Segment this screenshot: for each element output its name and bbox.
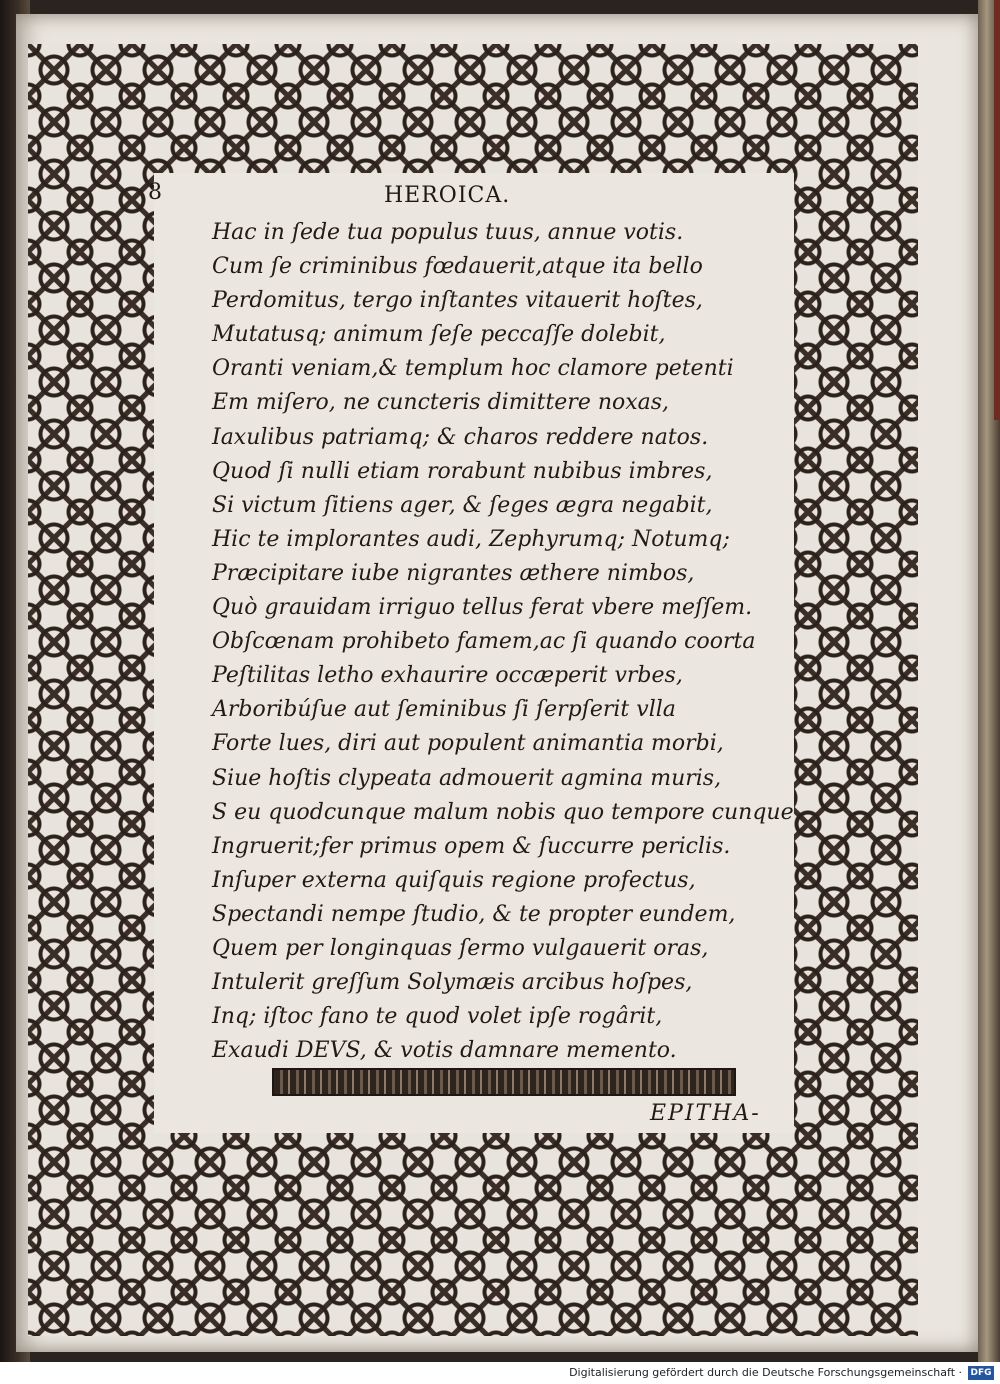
verse-line: Si victum ſitiens ager, & ſeges ægra negabit, bbox=[212, 492, 713, 518]
verse-line: Forte lues, diri aut populent animantia morbi, bbox=[212, 731, 724, 757]
verse-line: Obſcœnam prohibeto famem,ac ſi quando coorta bbox=[212, 629, 756, 655]
verse-line: Iaxulibus patriamq; & charos reddere natos. bbox=[212, 424, 709, 450]
verse-line: Quò grauidam irriguo tellus ferat vbere meſſem. bbox=[212, 595, 753, 621]
verse-line: Quem per longinquas ſermo vulgauerit oras, bbox=[212, 935, 709, 961]
verse-line: Arboribúſue aut ſeminibus ſi ſerpſerit vlla bbox=[212, 697, 676, 723]
verse-line: Siue hoſtis clypeata admouerit agmina muris, bbox=[212, 765, 722, 791]
funding-credit: Digitalisierung gefördert durch die Deutsche Forschungsgemeinschaft · bbox=[569, 1366, 962, 1379]
verse-line: Inſuper externa quiſquis regione profectus, bbox=[212, 867, 696, 893]
verse-line: Oranti veniam,& templum hoc clamore petenti bbox=[212, 356, 734, 382]
running-head: HEROICA. bbox=[384, 183, 511, 208]
verse-line: Præcipitare iube nigrantes æthere nimbos, bbox=[212, 560, 695, 586]
verse-line: Cum ſe criminibus fœdauerit,atque ita bello bbox=[212, 254, 703, 280]
verse-line: Inq; iſtoc fano te quod volet ipſe rogârit, bbox=[212, 1004, 663, 1030]
dfg-logo-icon: DFG bbox=[968, 1366, 994, 1380]
binding-red-edge bbox=[994, 0, 1000, 420]
verse-list bbox=[212, 216, 812, 1068]
catchword: EPITHA- bbox=[650, 1101, 761, 1126]
verse-line: Spectandi nempe ſtudio, & te propter eundem, bbox=[212, 901, 736, 927]
verse-line: Intulerit greſſum Solymæis arcibus hoſpes, bbox=[212, 970, 693, 996]
page-number: 8 bbox=[148, 180, 162, 205]
verse-line: Peſtilitas letho exhaurire occæperit vrbes, bbox=[212, 663, 683, 689]
verse-line: Exaudi DEVS, & votis damnare memento. bbox=[212, 1038, 677, 1064]
verse-line: Hic te implorantes audi, Zephyrumq; Notumq; bbox=[212, 526, 730, 552]
verse-line: Hac in ſede tua populus tuus, annue votis. bbox=[212, 220, 684, 245]
verse-line: S eu quodcunque malum nobis quo tempore cunque bbox=[212, 799, 794, 825]
ornamental-tailpiece bbox=[272, 1068, 736, 1096]
verse-line: Em miſero, ne cuncteris dimittere noxas, bbox=[212, 390, 670, 416]
verse-line: Quod ſi nulli etiam rorabunt nubibus imbres, bbox=[212, 458, 713, 484]
verse-line: Mutatusq; animum ſeſe peccaſſe dolebit, bbox=[212, 322, 666, 348]
verse-line: Ingruerit;fer primus opem & ſuccurre periclis. bbox=[212, 833, 731, 859]
verse-line: Perdomitus, tergo inſtantes vitauerit hoſtes, bbox=[212, 288, 703, 314]
